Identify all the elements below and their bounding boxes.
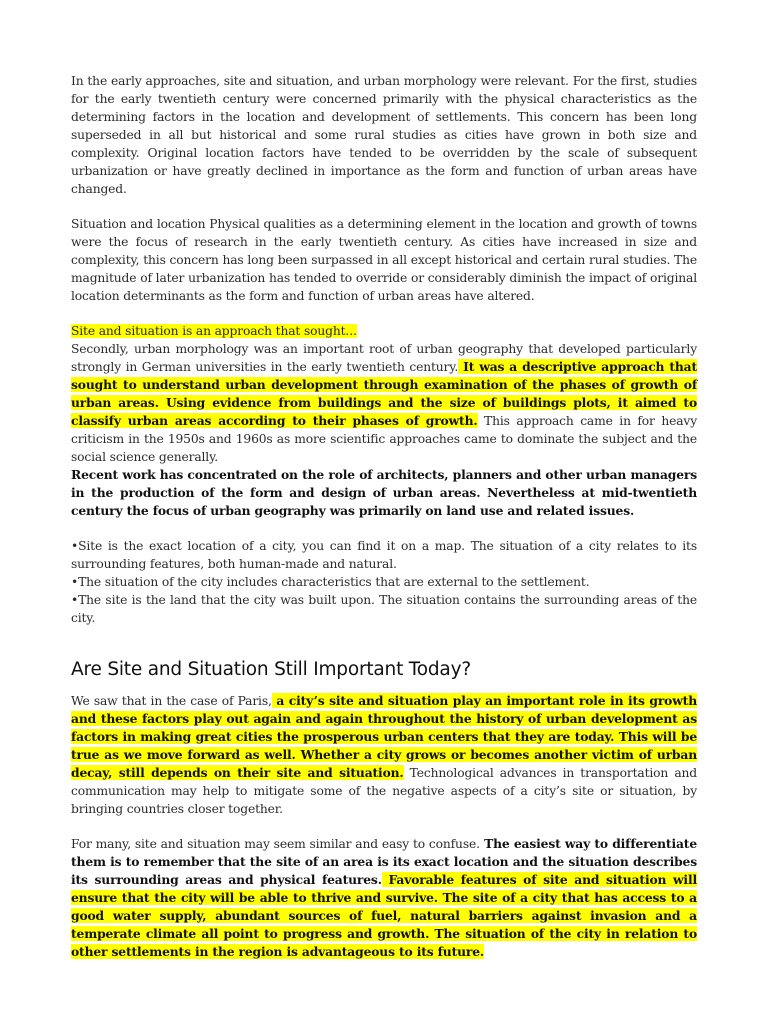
highlighted-bold-text: Favorable features of site and situation will ensure that the city will be able to thrive and survive. The site of a city that has access to a good water supply, abundant sources of fuel, natural barriers against invasion and a temperate climate all point to progress and growth. The situation of the city in relation to other settlements in the region is advantageous to its future.	[71, 872, 697, 959]
bullet-list	[71, 537, 697, 627]
bold-text: Recent work has concentrated on the role of architects, planners and other urban managers in the production of the form and design of urban areas. Nevertheless at mid-twentieth century the focus of urban geography was primarily on land use and related issues.	[71, 467, 697, 518]
bullet-item: •The situation of the city includes characteristics that are external to the settlement.	[71, 575, 590, 589]
plain-text: This approach came in for heavy criticism in the 1950s and 1960s as more scientific approaches came to dominate the subject and the social science generally.	[71, 414, 697, 464]
bold-text: The easiest way to differentiate them is to remember that the site of an area is its exact location and the situation describes its surrounding areas and physical features.	[71, 836, 697, 887]
plain-text: We saw that in the case of Paris,	[71, 694, 272, 708]
highlighted-bold-text: a city’s site and situation play an important role in its growth and these factors play out again and again throughout the history of urban development as factors in making great cities the prosperous urban centers that they are today. This will be true as we move forward as well. Whether a city grows or becomes another victim of urban decay, still depends on their site and situation.	[71, 693, 697, 780]
bullet-item: •Site is the exact location of a city, you can find it on a map. The situation of a city relates to its surrounding features, both human-made and natural.	[71, 539, 697, 571]
highlighted-bold-text: It was a descriptive approach that sought to understand urban development through examination of the phases of growth of urban areas. Using evidence from buildings and the size of buildings plots, it aimed to classify urban areas according to their phases of growth.	[71, 359, 697, 428]
bullet-item: •The site is the land that the city was built upon. The situation contains the surrounding areas of the city.	[71, 593, 697, 625]
plain-text: Secondly, urban morphology was an important root of urban geography that developed particularly strongly in German universities in the early twentieth century.	[71, 342, 697, 374]
paragraph-paris	[71, 692, 697, 818]
paragraph-site-situation-intro	[71, 322, 697, 340]
paragraph-differentiate	[71, 835, 697, 961]
section-heading: Are Site and Situation Still Important Today?	[71, 659, 471, 680]
paragraph-early-approaches: In the early approaches, site and situation, and urban morphology were relevant. For the first, studies for the early twentieth century were concerned primarily with the physical characteristics as the determining factors in the location and development of settlements. This concern has been long superseded in all but historical and some rural studies as cities have grown in both size and complexity. Original location factors have tended to be overridden by the scale of subsequent urbanization or have greatly declined in importance as the form and function of urban areas have changed.	[71, 74, 697, 196]
paragraph-urban-morphology	[71, 340, 697, 520]
plain-text: For many, site and situation may seem similar and easy to confuse.	[71, 837, 480, 851]
paragraph-situation-location: Situation and location Physical qualities as a determining element in the location and growth of towns were the focus of research in the early twentieth century. As cities have increased in size and complexity, this concern has long been surpassed in all except historical and certain rural studies. The magnitude of later urbanization has tended to override or considerably diminish the impact of original location determinants as the form and function of urban areas have altered.	[71, 217, 697, 303]
document-page	[71, 72, 697, 978]
highlighted-text: Site and situation is an approach that sought...	[71, 324, 357, 338]
plain-text: Technological advances in transportation and communication may help to mitigate some of the negative aspects of a city’s site or situation, by bringing countries closer together.	[71, 766, 697, 816]
